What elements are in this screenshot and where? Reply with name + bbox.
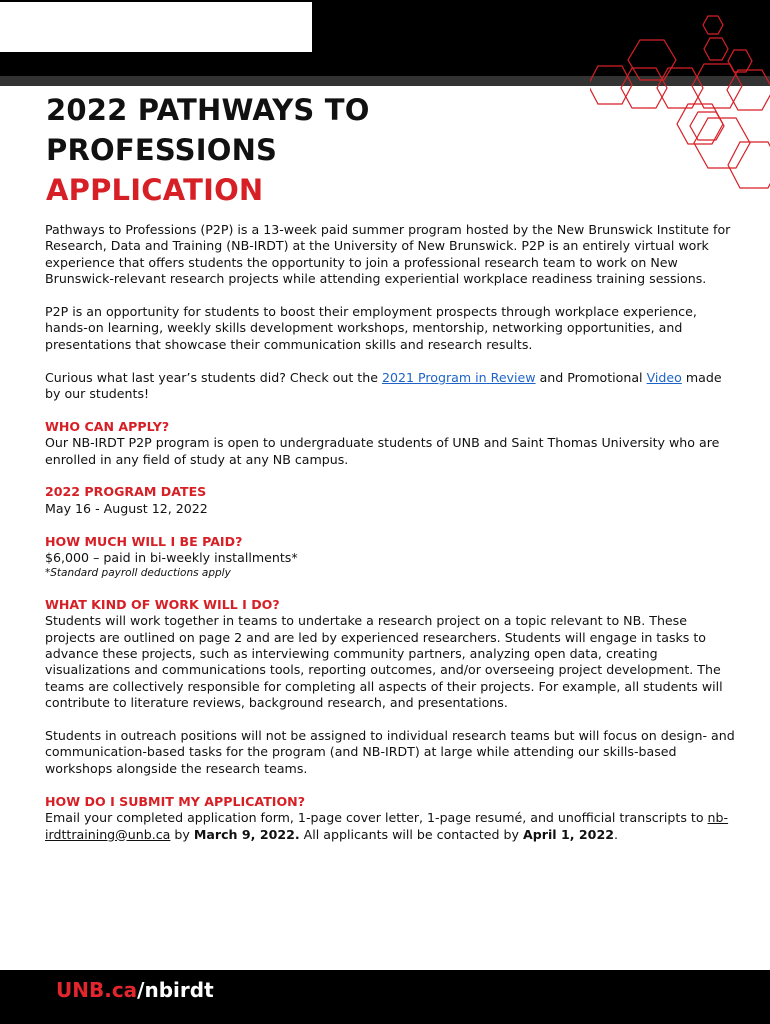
submit-heading: HOW DO I SUBMIT MY APPLICATION? xyxy=(45,793,306,809)
contact-date: April 1, 2022 xyxy=(523,826,614,842)
intro-paragraph-2: P2P is an opportunity for students to boost their employment prospects through workplace experience, hands-on learning, weekly skills development workshops, mentorship, networking opportunities, and presentations that showcase their communication skills and research results. xyxy=(45,304,697,352)
title-line-2: PROFESSIONS xyxy=(46,133,278,167)
title-line-3: APPLICATION xyxy=(46,173,264,207)
intro-text-before: Curious what last year’s students did? Check out the xyxy=(45,369,382,385)
work-heading: WHAT KIND OF WORK WILL I DO? xyxy=(45,596,280,612)
who-text: Our NB-IRDT P2P program is open to undergraduate students of UNB and Saint Thomas University who are enrolled in any field of study at any NB campus. xyxy=(45,435,720,467)
footer-bar xyxy=(0,970,770,1024)
intro-paragraph-3 xyxy=(45,370,735,403)
footer-url-domain: UNB.ca xyxy=(56,978,138,1002)
program-review-link[interactable]: 2021 Program in Review xyxy=(381,369,536,385)
document-body xyxy=(45,222,735,843)
dates-heading: 2022 PROGRAM DATES xyxy=(45,484,207,500)
intro-paragraph-1: Pathways to Professions (P2P) is a 13-week paid summer program hosted by the New Brunswick Institute for Research, Data and Training (NB-IRDT) at the University of New Brunswick. P2P is an entirely virtual work experience that offers students the opportunity to join a professional research team to work on New Brunswick-relevant research projects while attending experiential workplace readiness training sessions. xyxy=(45,222,731,287)
dates-text: May 16 - August 12, 2022 xyxy=(45,500,208,516)
page-title xyxy=(46,90,370,210)
submit-text-by: by xyxy=(170,826,194,842)
submit-text-before: Email your completed application form, 1-page cover letter, 1-page resumé, and unofficial transcripts to xyxy=(45,810,708,826)
intro-text-middle: and Promotional xyxy=(535,369,647,385)
unb-logo-area xyxy=(0,2,312,52)
intro-text-after: made by our students! xyxy=(45,369,722,402)
who-heading: WHO CAN APPLY? xyxy=(45,418,170,434)
submit-text-contact: All applicants will be contacted by xyxy=(299,826,523,842)
deadline-date: March 9, 2022. xyxy=(193,826,300,842)
submit-text xyxy=(45,810,735,843)
hexagon-pattern-icon xyxy=(590,0,770,190)
email-link[interactable]: nb-irdttraining@unb.ca xyxy=(45,810,729,842)
footer-url[interactable] xyxy=(56,978,214,1002)
pay-heading: HOW MUCH WILL I BE PAID? xyxy=(45,533,243,549)
footer-url-path: /nbirdt xyxy=(137,978,214,1002)
promo-video-link[interactable]: Video xyxy=(646,369,682,385)
submit-text-end: . xyxy=(613,826,618,842)
pay-text: $6,000 – paid in bi-weekly installments* xyxy=(45,550,298,566)
title-line-1: 2022 PATHWAYS TO xyxy=(46,93,370,127)
pay-note: *Standard payroll deductions apply xyxy=(45,567,231,580)
work-paragraph-2: Students in outreach positions will not be assigned to individual research teams but will focus on design- and communication-based tasks for the program (and NB-IRDT) at large while attending our skills-based workshops alongside the research teams. xyxy=(45,728,735,776)
work-paragraph-1: Students will work together in teams to undertake a research project on a topic relevant to NB. These projects are outlined on page 2 and are led by experienced researchers. Students will engage in tasks to advance these projects, such as interviewing community partners, analyzing open data, creating visualizations and communications tools, reporting outcomes, and/or overseeing project development. The teams are collectively responsible for completing all aspects of their projects. For example, all students will contribute to literature reviews, background research, and presentations. xyxy=(45,613,723,711)
